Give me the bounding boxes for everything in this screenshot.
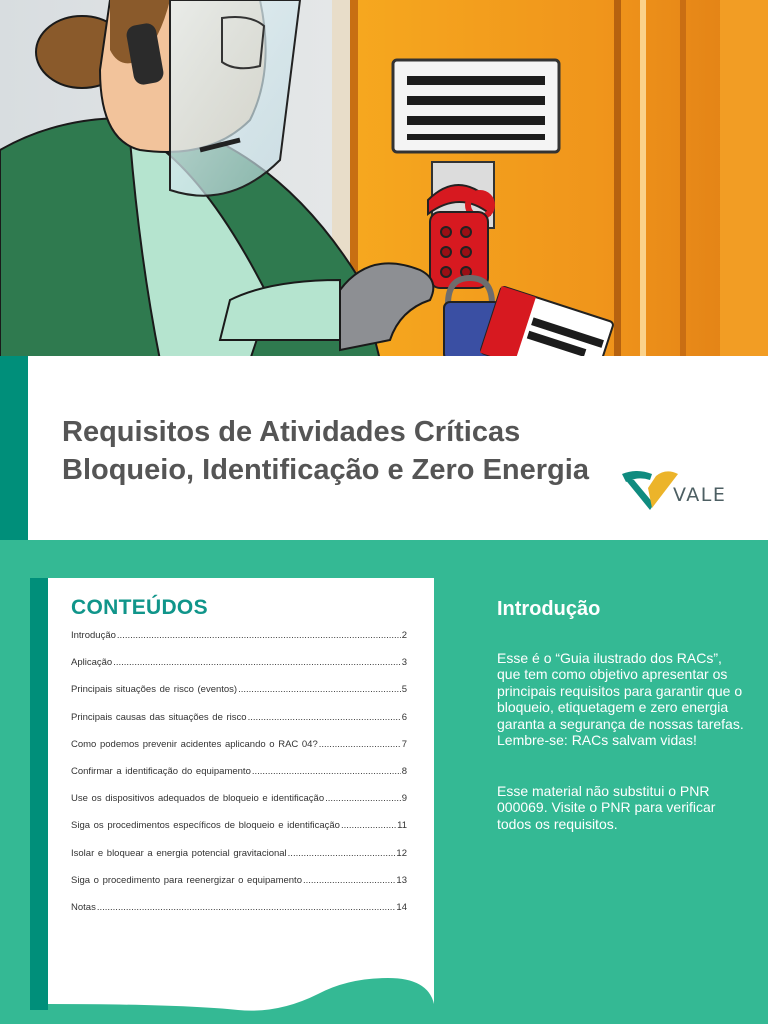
toc-leader-dots (288, 848, 396, 859)
toc-entry-introducao[interactable] (71, 630, 407, 657)
toc-leader-dots (248, 712, 401, 723)
intro-note-paragraph: Esse material não substitui o PNR 000069. Visite o PNR para verificar todos os requisitos. (497, 783, 716, 832)
toc-entry-page: 14 (396, 901, 407, 913)
intro-heading: Introdução (497, 598, 601, 620)
toc-leader-dots (252, 766, 401, 777)
toc-entry-label: Como podemos prevenir acidentes aplicando o RAC 04? (71, 738, 318, 750)
toc-entry-page: 12 (396, 847, 407, 859)
toc-entry-page: 6 (401, 711, 407, 723)
toc-entry-reenergizar[interactable] (71, 875, 407, 902)
toc-leader-dots (113, 657, 401, 668)
intro-paragraph: Esse é o “Guia ilustrado dos RACs”, que tem como objetivo apresentar os principais requisitos para garantir que o bloqueio, etiquetagem e zero energia garanta a segurança de nossas tarefas. Lembre-se: RACs salvam vidas! (497, 650, 744, 749)
toc-entry-label: Confirmar a identificação do equipamento (71, 765, 251, 777)
toc-leader-dots (303, 875, 395, 886)
toc-entry-page: 3 (401, 657, 407, 669)
toc-list (71, 630, 407, 929)
title-accent-bar (0, 356, 28, 540)
toc-leader-dots (238, 684, 401, 695)
toc-entry-label: Aplicação (71, 657, 113, 669)
toc-entry-page: 5 (401, 684, 407, 696)
toc-leader-dots (325, 793, 401, 804)
toc-entry-label: Notas (71, 901, 96, 913)
toc-entry-label: Isolar e bloquear a energia potencial gravitacional (71, 847, 287, 859)
toc-card (48, 578, 434, 1024)
toc-entry-label: Siga o procedimento para reenergizar o equipamento (71, 874, 302, 886)
toc-entry-label: Introdução (71, 630, 116, 641)
toc-leader-dots (97, 902, 396, 913)
cover-illustration (0, 0, 768, 360)
toc-entry-situacoes-risco[interactable] (71, 684, 407, 711)
contents-section (0, 540, 768, 1024)
toc-entry-page: 7 (401, 738, 407, 750)
toc-entry-label: Siga os procedimentos específicos de bloqueio e identificação (71, 820, 340, 832)
toc-entry-label: Principais situações de risco (eventos) (71, 684, 238, 696)
document-title: Requisitos de Atividades Críticas (62, 416, 521, 448)
toc-entry-label: Use os dispositivos adequados de bloqueio e identificação (71, 793, 325, 805)
toc-entry-notas[interactable] (71, 902, 407, 929)
toc-entry-dispositivos[interactable] (71, 793, 407, 820)
toc-entry-page: 2 (401, 630, 407, 641)
toc-entry-page: 11 (397, 820, 407, 832)
toc-entry-causas-risco[interactable] (71, 712, 407, 739)
toc-leader-dots (341, 820, 396, 831)
toc-leader-dots (117, 630, 401, 641)
document-subtitle: Bloqueio, Identificação e Zero Energia (62, 454, 589, 486)
toc-entry-procedimentos[interactable] (71, 820, 407, 847)
toc-entry-aplicacao[interactable] (71, 657, 407, 684)
card-accent-bar (30, 578, 48, 1010)
toc-entry-page: 8 (401, 765, 407, 777)
toc-entry-energia-gravitacional[interactable] (71, 848, 407, 875)
vale-logo-text: VALE (673, 484, 727, 506)
toc-entry-label: Principais causas das situações de risco (71, 711, 247, 723)
title-band (0, 356, 768, 540)
toc-entry-prevenir-acidentes[interactable] (71, 739, 407, 766)
toc-entry-page: 9 (401, 793, 407, 805)
toc-entry-page: 13 (396, 874, 407, 886)
toc-entry-confirmar-identificacao[interactable] (71, 766, 407, 793)
toc-leader-dots (319, 739, 401, 750)
toc-heading: CONTEÚDOS (71, 596, 208, 619)
